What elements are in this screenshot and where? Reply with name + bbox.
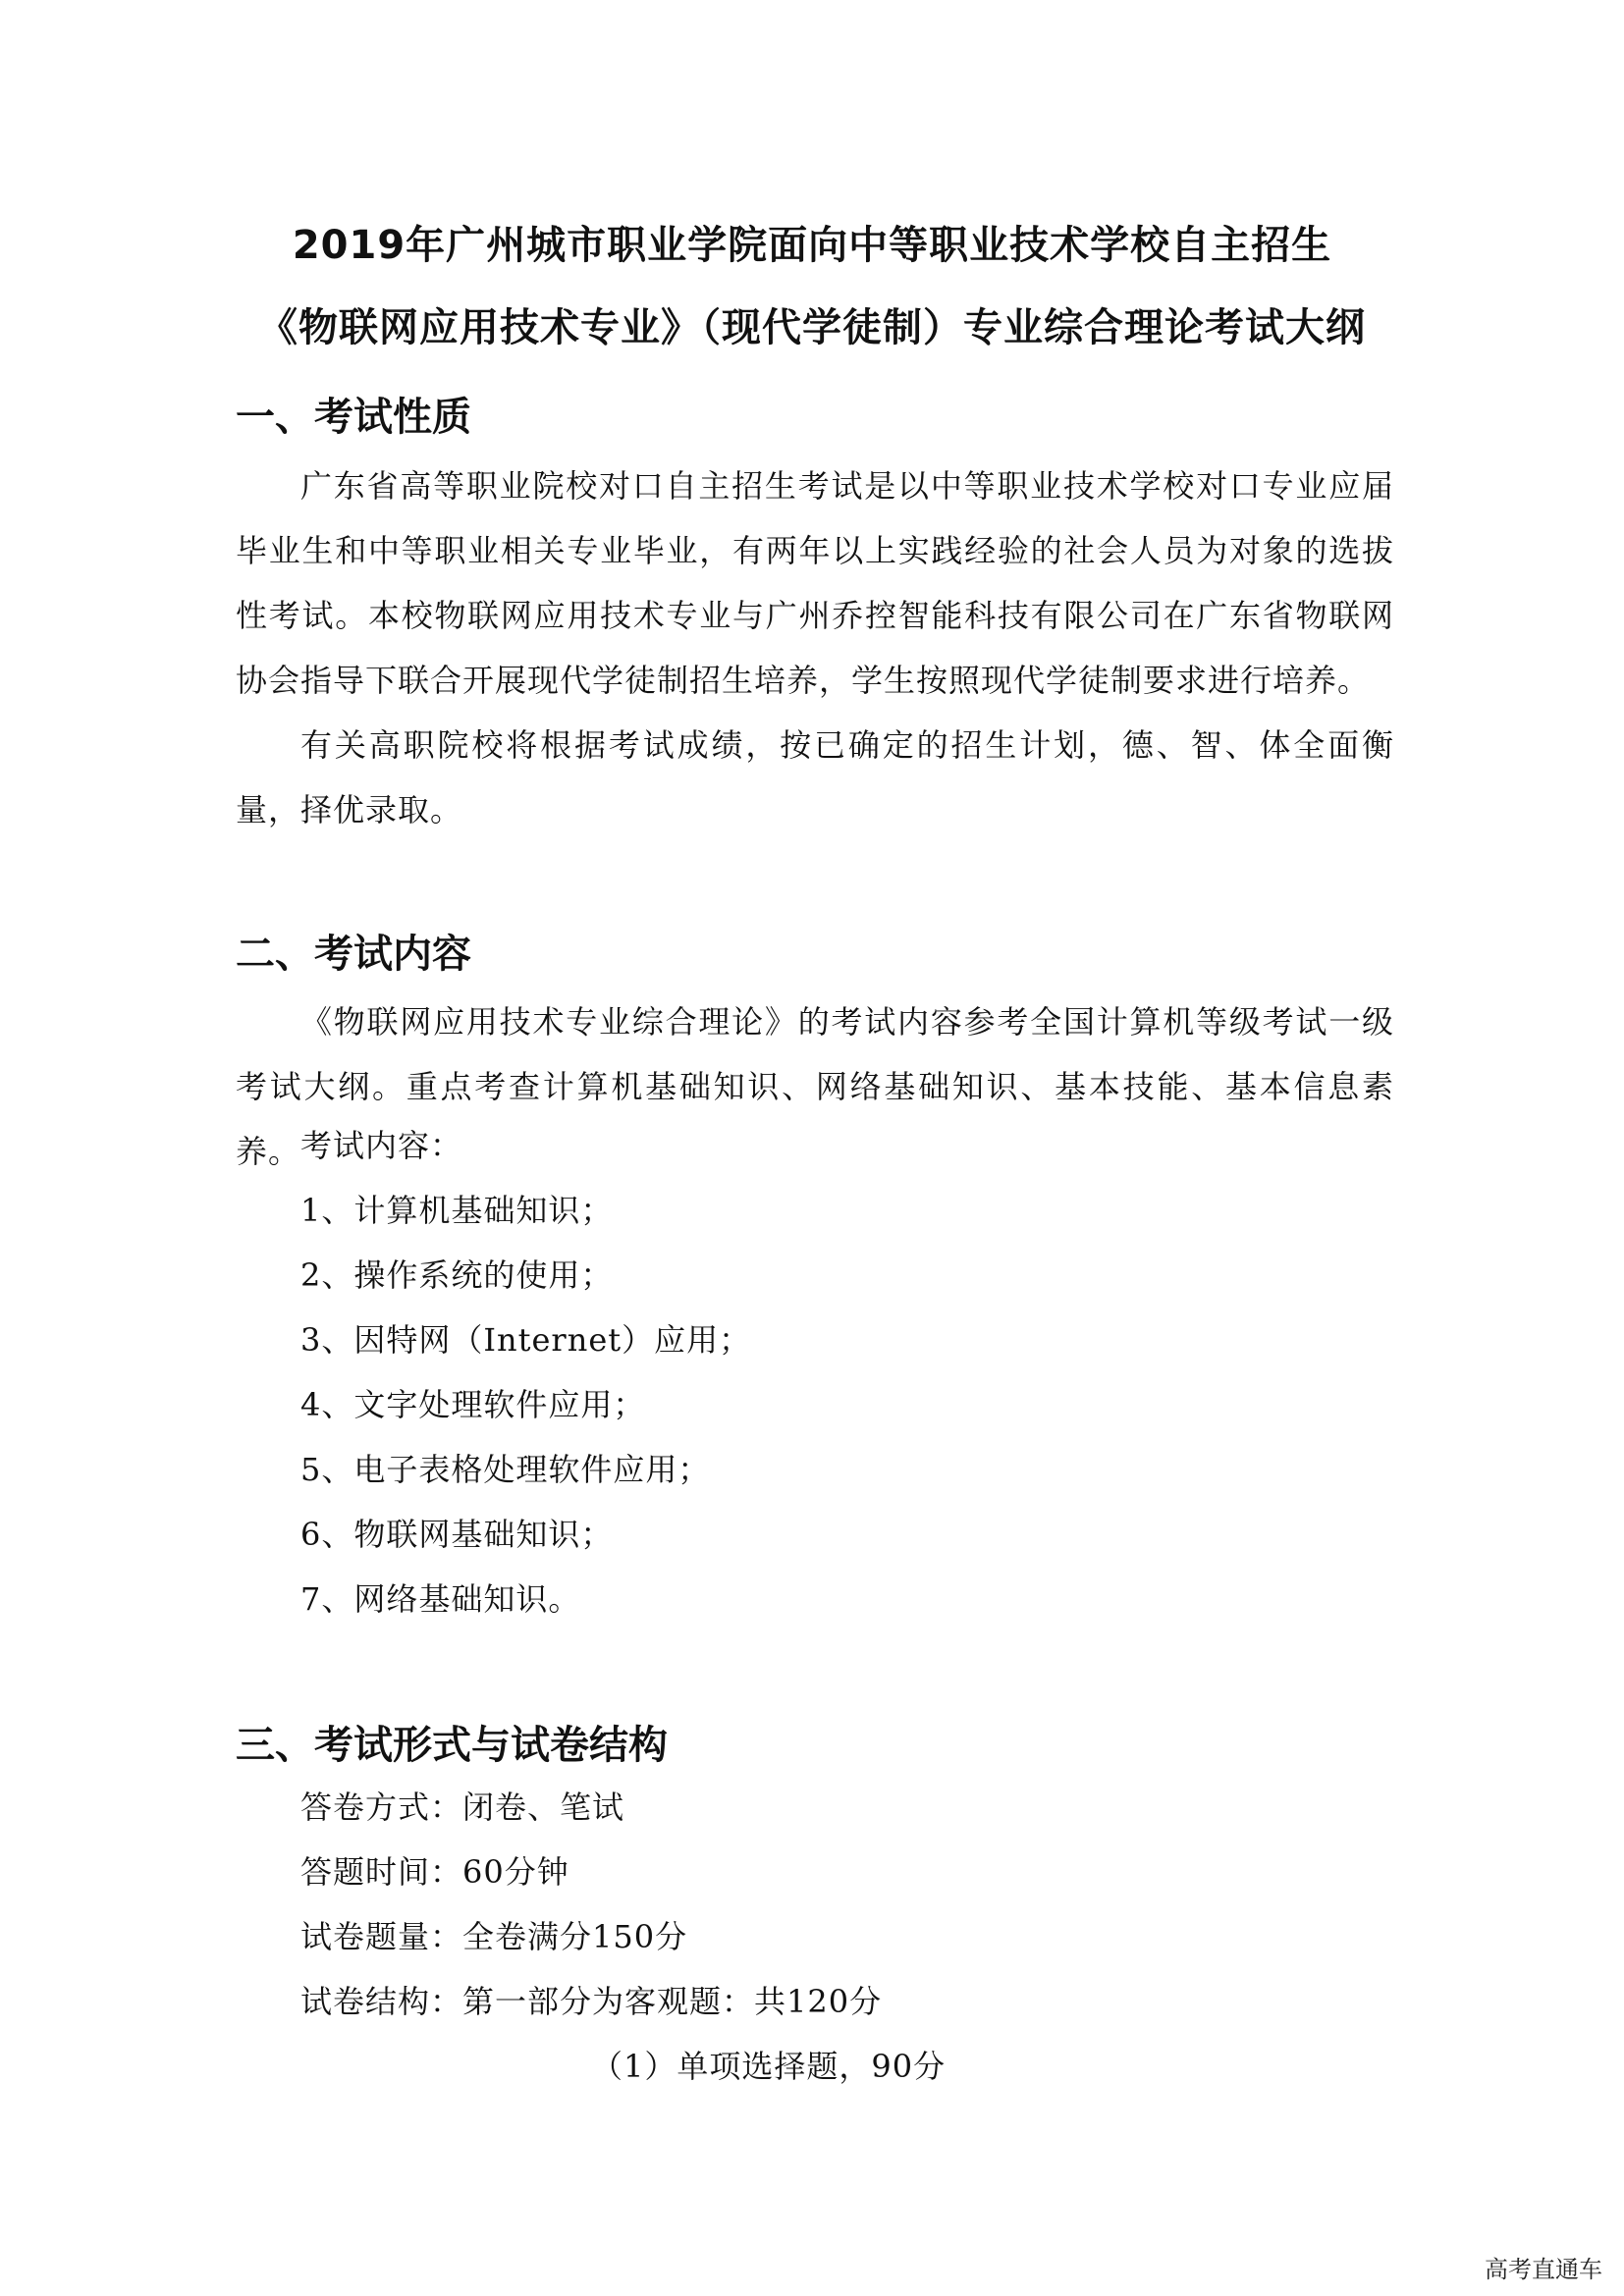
document-title-line-2: 《物联网应用技术专业》（现代学徒制）专业综合理论考试大纲 [258,305,1366,350]
exam-content-item: 4、文字处理软件应用； [300,1386,646,1423]
exam-content-item: 1、计算机基础知识； [300,1192,614,1229]
exam-content-item: 5、电子表格处理软件应用； [300,1451,711,1488]
exam-content-item: 3、因特网（Internet）应用； [300,1321,752,1359]
exam-content-paragraph: 《物联网应用技术专业综合理论》的考试内容参考全国计算机等级考试一级考试大纲。重点考查计算机基础知识、网络基础知识、基本技能、基本信息素养。 [236,1003,1394,1170]
section-heading-exam-nature: 一、考试性质 [236,395,471,440]
exam-format-duration: 答题时间：60分钟 [300,1853,569,1891]
exam-content-item: 2、操作系统的使用； [300,1256,614,1294]
exam-content-item: 7、网络基础知识。 [300,1580,581,1618]
section-heading-exam-content: 二、考试内容 [236,932,471,977]
section-heading-exam-format: 三、考试形式与试卷结构 [236,1723,668,1768]
exam-content-item: 6、物联网基础知识； [300,1516,614,1553]
exam-content-label: 考试内容： [300,1127,463,1164]
exam-nature-paragraph-2: 有关高职院校将根据考试成绩，按已确定的招生计划，德、智、体全面衡量，择优录取。 [236,726,1394,828]
exam-format-structure: 试卷结构：第一部分为客观题：共120分 [300,1983,883,2020]
exam-format-single-choice: （1）单项选择题，90分 [591,2048,947,2085]
exam-nature-paragraph-1: 广东省高等职业院校对口自主招生考试是以中等职业技术学校对口专业应届毕业生和中等职业相关专业毕业，有两年以上实践经验的社会人员为对象的选拔性考试。本校物联网应用技术专业与广州乔控智能科技有限公司在广东省物联网协会指导下联合开展现代学徒制招生培养，学生按照现代学徒制要求进行培养。 [236,467,1394,699]
document-title-line-1: 2019年广州城市职业学院面向中等职业技术学校自主招生 [292,223,1332,268]
exam-format-answer-method: 答卷方式：闭卷、笔试 [300,1789,625,1826]
watermark-text: 高考直通车 [1485,2256,1602,2283]
exam-format-total-score: 试卷题量：全卷满分150分 [300,1918,688,1955]
